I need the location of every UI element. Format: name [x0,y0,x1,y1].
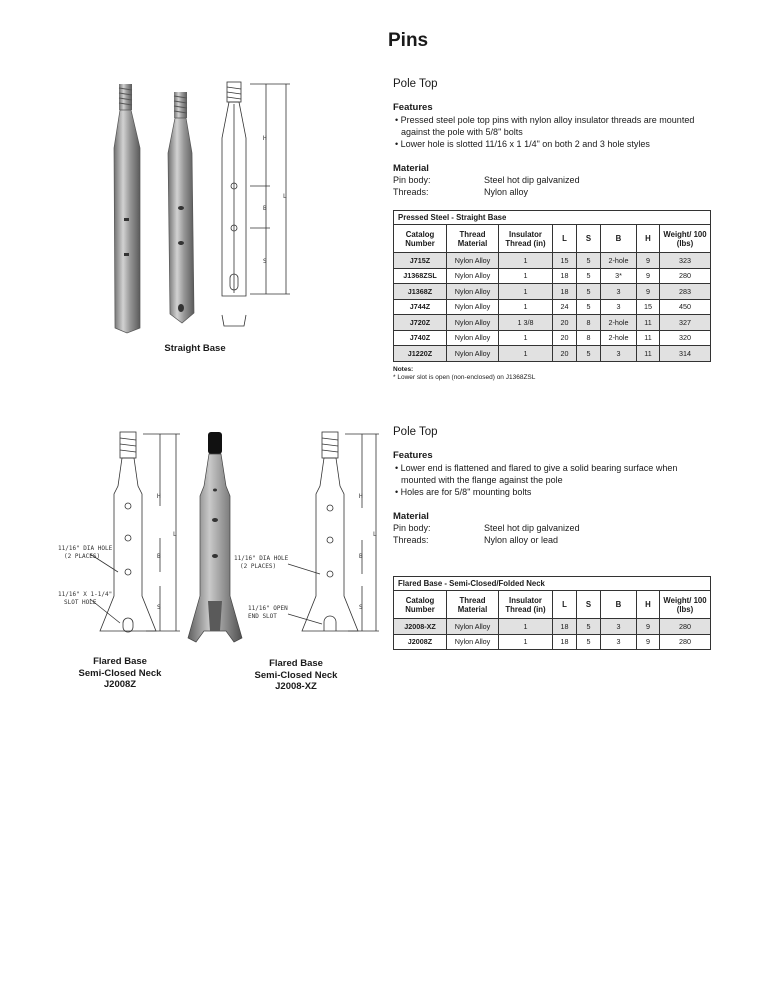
cell-catalog: J2008-XZ [394,619,447,635]
cell: Nylon Alloy [447,299,499,315]
dim-label-l: L [373,531,377,538]
cell-catalog: J2008Z [394,634,447,650]
cell-catalog: J1220Z [394,346,447,362]
cell-catalog: J715Z [394,253,447,269]
cell: Nylon Alloy [447,284,499,300]
cell: 5 [577,299,601,315]
cell: 11 [637,315,660,331]
straight-pin-drawing [222,82,290,326]
table-row [394,315,711,331]
cell: 283 [660,284,711,300]
table-body [394,619,711,650]
col-header: Thread Material [447,591,499,619]
cell: 15 [553,253,577,269]
cell: 3 [601,619,637,635]
cell: 3 [601,284,637,300]
notes-heading: Notes: [393,365,414,373]
dim-label-h: H [157,493,161,500]
cell: 1 [499,634,553,650]
table-row [394,268,711,284]
cell: 20 [553,315,577,331]
col-header: Catalog Number [394,225,447,253]
dim-label-s: S [157,604,161,611]
table-row [394,253,711,269]
cell: 2-hole [601,330,637,346]
table-row [394,299,711,315]
flared-left-caption [55,656,185,691]
col-header: Catalog Number [394,591,447,619]
dim-label-s: S [263,258,267,265]
material-value: Steel hot dip galvanized [484,523,580,533]
straight-pin-photo-1 [114,84,140,333]
col-header: L [553,591,577,619]
material-key: Pin body: [393,523,431,533]
cell: 9 [637,619,660,635]
col-header: S [577,591,601,619]
col-header: B [601,591,637,619]
cell: Nylon Alloy [447,346,499,362]
cell: 9 [637,268,660,284]
cell: 280 [660,268,711,284]
straight-base-caption: Straight Base [164,343,226,354]
table-caption: Pressed Steel - Straight Base [394,211,711,225]
callout-slot-size: 11/16" X 1-1/4" [58,591,113,598]
callout-slot-hole: SLOT HOLE [64,599,97,606]
cell: 314 [660,346,711,362]
table-notes [393,366,711,382]
col-header: B [601,225,637,253]
callout-end-slot: END SLOT [248,613,277,620]
feature-item: • Lower end is flattened and flared to give a solid bearing surface when mounted with the flange against the pole [393,462,711,486]
feature-item: • Lower hole is slotted 11/16 x 1 1/4" on both 2 and 3 hole styles [393,138,711,150]
feature-item: • Holes are for 5/8" mounting bolts [393,486,711,498]
col-header: H [637,225,660,253]
spec-table-straight-base [393,210,711,362]
material-value: Steel hot dip galvanized [484,175,580,185]
cell: 323 [660,253,711,269]
cell-catalog: J1368ZSL [394,268,447,284]
cell: 5 [577,253,601,269]
cell: 15 [637,299,660,315]
dim-label-h: H [263,135,267,142]
cell: 8 [577,330,601,346]
col-header: Insulator Thread (in) [499,225,553,253]
dim-label-b: B [157,553,161,560]
caption-line: Flared Base [93,656,147,667]
cell: 327 [660,315,711,331]
callout-open: 11/16" OPEN [248,605,288,612]
material-row [393,523,711,535]
cell: Nylon Alloy [447,315,499,331]
cell: 9 [637,634,660,650]
material-row [393,187,711,199]
callout-places: (2 PLACES) [64,553,101,560]
cell: 18 [553,634,577,650]
cell-catalog: J744Z [394,299,447,315]
callout-dia-hole: 11/16" DIA HOLE [234,555,289,562]
flared-pin-drawing-left [90,432,180,632]
table-row [394,284,711,300]
material-heading: Material [393,511,429,522]
cell: 1 [499,268,553,284]
section-straight-base [393,78,711,382]
caption-line: Semi-Closed Neck [254,669,338,681]
col-header: Weight/ 100 (lbs) [660,225,711,253]
caption-line: J2008Z [103,679,137,690]
features-heading: Features [393,450,433,461]
cell: 2-hole [601,253,637,269]
table-row [394,619,711,635]
cell: 11 [637,346,660,362]
table-row [394,634,711,650]
dim-label-h: H [359,493,363,500]
straight-pin-photo-2 [168,92,194,323]
cell: Nylon Alloy [447,330,499,346]
col-header: Thread Material [447,225,499,253]
cell: 1 [499,253,553,269]
flared-right-caption [231,658,361,693]
cell: 3 [601,634,637,650]
cell: 320 [660,330,711,346]
table-body [394,253,711,362]
cell: 5 [577,284,601,300]
section-title: Pole Top [393,426,438,438]
cell: 1 [499,330,553,346]
material-row [393,175,711,187]
straight-base-figure [100,78,300,340]
cell: 5 [577,268,601,284]
section-title: Pole Top [393,78,438,90]
cell: Nylon Alloy [447,619,499,635]
cell: 280 [660,619,711,635]
features-list [393,114,711,150]
cell: 9 [637,253,660,269]
cell: 9 [637,284,660,300]
cell: Nylon Alloy [447,253,499,269]
cell-catalog: J720Z [394,315,447,331]
cell: Nylon Alloy [447,634,499,650]
table-caption: Flared Base - Semi-Closed/Folded Neck [394,577,711,591]
flared-pin-photo [188,432,242,642]
cell: 1 [499,619,553,635]
callout-dia-hole: 11/16" DIA HOLE [58,545,113,552]
flared-pin-drawing-right [288,432,379,631]
cell: 5 [577,634,601,650]
table-header-row [394,591,711,619]
cell: 3* [601,268,637,284]
material-heading: Material [393,163,429,174]
dim-label-l: L [283,193,287,200]
cell: 5 [577,619,601,635]
flared-base-figure [58,426,380,651]
cell: 2-hole [601,315,637,331]
cell: 1 [499,299,553,315]
page-title: Pins [388,30,429,51]
cell: 8 [577,315,601,331]
material-value: Nylon alloy [484,186,529,197]
notes-text: * Lower slot is open (non-enclosed) on J1368ZSL [393,373,536,381]
cell: 5 [577,346,601,362]
cell: 1 [499,346,553,362]
cell: 24 [553,299,577,315]
col-header: L [553,225,577,253]
dim-label-b: B [263,205,267,212]
feature-item: • Pressed steel pole top pins with nylon alloy insulator threads are mounted against the pole with 5/8" bolts [393,114,711,138]
callout-places: (2 PLACES) [240,563,277,570]
cell: 3 [601,346,637,362]
cell: 18 [553,619,577,635]
caption-line: Semi-Closed Neck [78,667,162,679]
table-row [394,346,711,362]
cell: 11 [637,330,660,346]
material-value: Nylon alloy or lead [484,534,559,545]
cell: 20 [553,330,577,346]
col-header: Weight/ 100 (lbs) [660,591,711,619]
dim-label-l: L [173,531,177,538]
features-list [393,462,711,498]
dim-label-b: B [359,553,363,560]
cell: Nylon Alloy [447,268,499,284]
col-header: S [577,225,601,253]
caption-line: Flared Base [269,658,323,669]
cell: 18 [553,284,577,300]
material-row [393,535,711,547]
caption-line: J2008-XZ [275,681,317,692]
cell: 280 [660,634,711,650]
spec-table-flared-base [393,576,711,650]
cell: 3 [601,299,637,315]
features-heading: Features [393,102,433,113]
cell: 18 [553,268,577,284]
dim-label-s: S [359,604,363,611]
cell: 1 [499,284,553,300]
section-flared-base [393,426,711,650]
cell-catalog: J740Z [394,330,447,346]
cell: 20 [553,346,577,362]
cell: 1 3/8 [499,315,553,331]
cell: 450 [660,299,711,315]
table-row [394,330,711,346]
material-key: Threads: [393,186,429,197]
material-key: Threads: [393,534,429,545]
col-header: Insulator Thread (in) [499,591,553,619]
cell-catalog: J1368Z [394,284,447,300]
table-header-row [394,225,711,253]
material-key: Pin body: [393,175,431,185]
col-header: H [637,591,660,619]
